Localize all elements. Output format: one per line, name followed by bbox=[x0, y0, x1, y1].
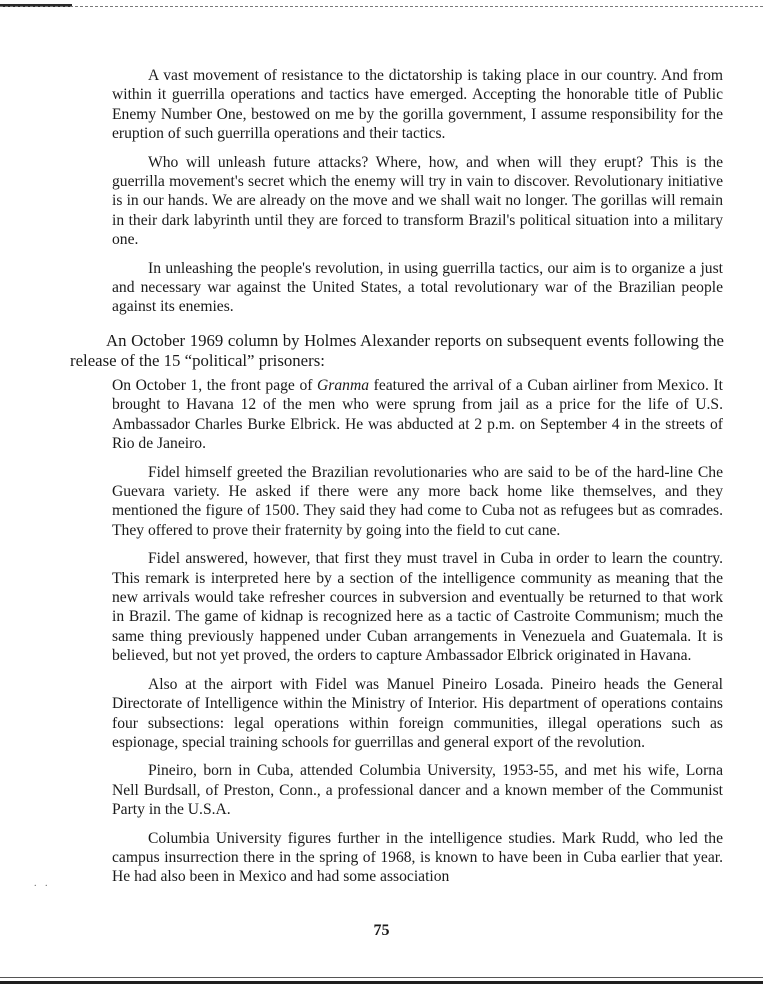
opening-quote-paragraph: A vast movement of resistance to the dictatorship is taking place in our country. And from within it guerrilla operations and tactics have emerged. Accepting the honorable title of Public Enemy Number One, bestowed on me by the gorilla government, I assume responsibility for the eruption of such guerrilla operations and their tactics. bbox=[112, 67, 723, 143]
column-quote-text: featured the arrival of a Cuban airliner from Mexico. It brought to Havana 12 of the men who were sprung from jail as a price for the life of U.S. Ambassador Charles Burke Elbrick. He was abducted at 2 p.m. on September 4 in the streets of Rio de Janeiro. bbox=[112, 377, 723, 453]
column-quote-text: On October 1, the front page of bbox=[112, 377, 318, 394]
page-number: 75 bbox=[373, 922, 390, 939]
opening-quote-block bbox=[112, 66, 723, 326]
column-quote-paragraph: Pineiro, born in Cuba, attended Columbia University, 1953-55, and met his wife, Lorna Nell Burdsall, of Preston, Conn., a professional dancer and a known member of the Communist Party in the U.S.A. bbox=[112, 762, 723, 819]
column-quote-paragraph bbox=[112, 376, 723, 454]
publication-title: Granma bbox=[317, 377, 370, 394]
intro-paragraph: An October 1969 column by Holmes Alexander reports on subsequent events following the release of the 15 “political” prisoners: bbox=[70, 331, 724, 370]
opening-quote-paragraph: Who will unleash future attacks? Where, how, and when will they erupt? This is the guerrilla movement's secret which the enemy will try in vain to discover. Revolutionary initiative is in our hands. We are already on the move and we shall wait no longer. The gorillas will remain in their dark labyrinth until they are forced to transform Brazil's political situation into a military one. bbox=[112, 153, 723, 249]
stray-scan-marks: . . bbox=[34, 878, 51, 889]
opening-quote-paragraph: In unleashing the people's revolution, in using guerrilla tactics, our aim is to organize a just and necessary war against the United States, a total revolutionary war of the Brazilian people against its enemies. bbox=[112, 259, 723, 316]
intro-paragraph-block bbox=[70, 331, 724, 370]
column-quote-paragraph: Columbia University figures further in the intelligence studies. Mark Rudd, who led the campus insurrection there in the spring of 1968, is known to have been in Cuba earlier that year. He had also been in Mexico and had some association bbox=[112, 829, 723, 886]
column-quote-paragraph: Fidel answered, however, that first they must travel in Cuba in order to learn the country. This remark is interpreted here by a section of the intelligence community as meaning that the new arrivals would take refresher cources in subversion and eventually be returned to that work in Brazil. The game of kidnap is recognized here as a tactic of Castroite Communism; much the same thing previously happened under Cuban arrangements in Venezuela and Guatemala. It is believed, but not yet proved, the orders to capture Ambassador Elbrick originated in Havana. bbox=[112, 550, 723, 665]
top-dashed-rule bbox=[0, 6, 763, 7]
column-quote-paragraph: Also at the airport with Fidel was Manuel Pineiro Losada. Pineiro heads the General Directorate of Intelligence within the Ministry of Interior. His department of operations contains four subsections: legal operations within foreign communities, illegal operations such as espionage, special training schools for guerrillas and general export of the revolution. bbox=[112, 675, 723, 751]
bottom-thin-rule bbox=[0, 977, 763, 978]
column-quote-paragraph: Fidel himself greeted the Brazilian revolutionaries who are said to be of the hard-line Che Guevara variety. He asked if there were any more back home like themselves, and they mentioned the figure of 1500. They said they had come to Cuba not as refugees but as comrades. They offered to prove their fraternity by going into the field to cut cane. bbox=[112, 463, 723, 539]
bottom-scan-edge bbox=[0, 981, 763, 984]
column-quote-block bbox=[112, 376, 723, 896]
